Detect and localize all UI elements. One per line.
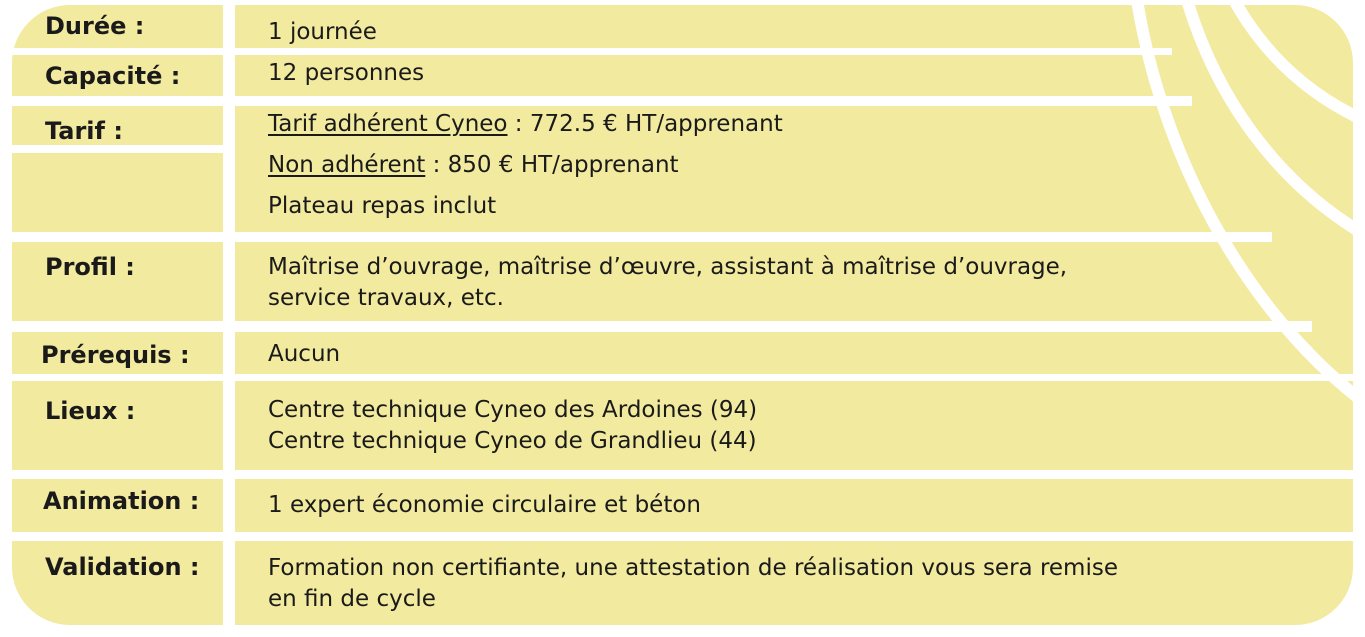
row-divider [12,96,1192,106]
label-profil: Profil : [45,253,135,281]
value-duree [268,14,377,51]
label-prerequis: Prérequis : [41,341,190,369]
value-line: Maîtrise d’ouvrage, maîtrise d’œuvre, assistant à maîtrise d’ouvrage, [268,254,1068,280]
row-divider [12,374,1353,381]
label-tarif: Tarif : [45,117,123,145]
row-divider [12,532,1353,541]
row-divider [12,470,1353,479]
value-prerequis [268,336,340,373]
tarif-meal: Plateau repas inclut [268,193,497,219]
value-line: 1 expert économie circulaire et béton [268,492,702,518]
tarif-member-label: Tarif adhérent Cyneo [268,111,508,137]
row-divider [12,321,1312,332]
value-line: Centre technique Cyneo des Ardoines (94) [268,397,758,423]
value-line: Centre technique Cyneo de Grandlieu (44) [268,428,757,454]
tarif-nonmember-label: Non adhérent [268,152,426,178]
value-line: 12 personnes [268,60,425,86]
value-line: service travaux, etc. [268,285,504,311]
value-animation [268,487,701,524]
value-validation [268,553,1118,615]
row-divider [12,145,223,153]
value-lieux [268,395,757,457]
label-lieux: Lieux : [45,397,136,425]
tarif-member [268,106,783,143]
value-capacite [268,55,424,92]
value-line: Aucun [268,341,341,367]
label-duree: Durée : [45,12,145,40]
tarif-nonmember-price: : 850 € HT/apprenant [425,152,679,178]
row-divider [12,48,1172,55]
label-animation: Animation : [43,487,200,515]
tarif-nonmember [268,147,783,184]
value-line: Formation non certifiante, une attestation de réalisation vous sera remise [268,555,1118,581]
tarif-member-price: : 772.5 € HT/apprenant [507,111,783,137]
label-validation: Validation : [45,553,200,581]
row-divider [12,232,1272,242]
value-line: en fin de cycle [268,586,436,612]
value-tarif [268,106,783,225]
value-line: 1 journée [268,19,377,45]
label-capacite: Capacité : [45,62,181,90]
value-profil [268,252,1067,314]
training-info-panel [12,5,1353,625]
column-divider [223,5,235,625]
